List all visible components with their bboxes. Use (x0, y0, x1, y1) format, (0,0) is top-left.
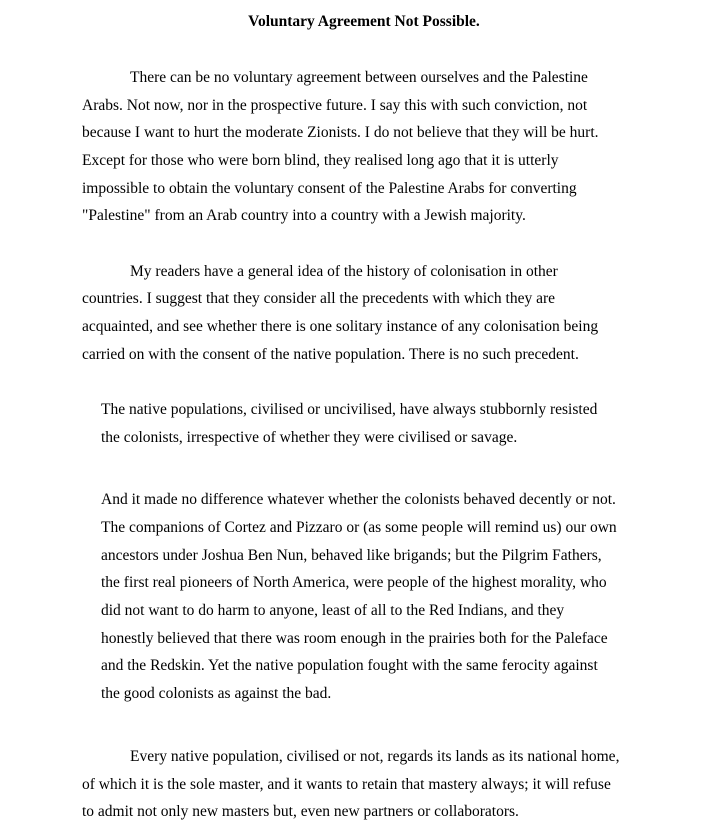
text-line: Every native population, civilised or not, regards its lands as its national home, (130, 748, 620, 765)
text-line: There can be no voluntary agreement between ourselves and the Palestine (130, 69, 588, 86)
text-line: impossible to obtain the voluntary consent of the Palestine Arabs for converting (82, 180, 577, 197)
text-line: countries. I suggest that they consider all the precedents with which they are (82, 290, 556, 307)
text-line: acquainted, and see whether there is one solitary instance of any colonisation being (82, 318, 599, 335)
text-line: The companions of Cortez and Pizzaro or (as some people will remind us) our own (101, 519, 617, 536)
text-line: carried on with the consent of the native population. There is no such precedent. (82, 346, 579, 363)
text-line: to admit not only new masters but, even new partners or collaborators. (82, 803, 519, 820)
text-line: Except for those who were born blind, they realised long ago that it is utterly (82, 152, 559, 169)
text-line: And it made no difference whatever whether the colonists behaved decently or not. (101, 491, 616, 508)
text-line: because I want to hurt the moderate Zionists. I do not believe that they will be hurt. (82, 124, 599, 141)
text-line: The native populations, civilised or uncivilised, have always stubbornly resisted (101, 401, 598, 418)
text-line: honestly believed that there was room enough in the prairies both for the Paleface (101, 630, 608, 647)
text-line: did not want to do harm to anyone, least of all to the Red Indians, and they (101, 602, 565, 619)
document-title: Voluntary Agreement Not Possible. (248, 13, 480, 30)
text-line: of which it is the sole master, and it wants to retain that mastery always; it will refuse (82, 776, 611, 793)
text-line: ancestors under Joshua Ben Nun, behaved like brigands; but the Pilgrim Fathers, (101, 547, 602, 564)
text-line: the first real pioneers of North America, were people of the highest morality, who (101, 574, 607, 591)
text-line: and the Redskin. Yet the native population fought with the same ferocity against (101, 657, 598, 674)
text-line: the good colonists as against the bad. (101, 685, 332, 702)
text-line: My readers have a general idea of the history of colonisation in other (130, 263, 558, 280)
text-line: the colonists, irrespective of whether they were civilised or savage. (101, 429, 518, 446)
text-line: "Palestine" from an Arab country into a country with a Jewish majority. (82, 207, 526, 224)
text-line: Arabs. Not now, nor in the prospective future. I say this with such conviction, not (82, 97, 588, 114)
